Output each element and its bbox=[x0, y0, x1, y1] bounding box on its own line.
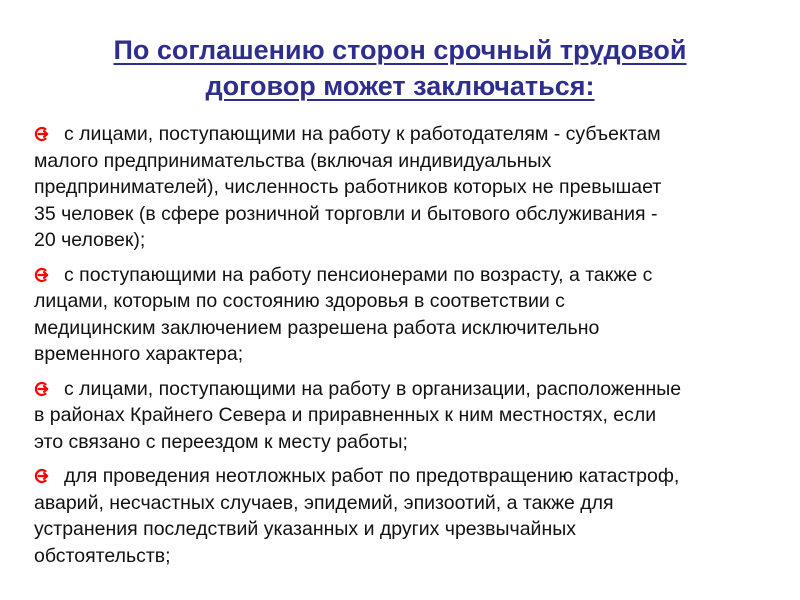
bullet-text-line: для проведения неотложных работ по предотвращению катастроф, bbox=[64, 465, 680, 487]
bullet-text-line: медицинским заключением разрешена работа исключительно bbox=[34, 316, 600, 339]
bullet-text-line: лицами, которым по состоянию здоровья в соответствии с bbox=[34, 290, 565, 312]
bullet-item bbox=[34, 376, 774, 456]
bullet-text-line: малого предпринимательства (включая индивидуальных bbox=[34, 149, 552, 172]
bullet-text-line: 35 человек (в сфере розничной торговли и бытового обслуживания - bbox=[34, 202, 658, 225]
bullet-text-line: с поступающими на работу пенсионерами по возрасту, а также с bbox=[64, 263, 653, 286]
bullet-text-line: 20 человек); bbox=[34, 229, 146, 251]
bullet-text-line: предпринимателей), численность работников которых не превышает bbox=[34, 176, 662, 198]
bullet-text-line: в районах Крайнего Севера и приравненных к ним местностях, если bbox=[34, 404, 657, 426]
slide-title-line: По соглашению сторон срочный трудовой bbox=[113, 35, 687, 65]
bullet-item bbox=[34, 121, 774, 254]
bullet-text-line: с лицами, поступающими на работу в организации, расположенные bbox=[64, 377, 682, 400]
bullet-text-line: аварий, несчастных случаев, эпидемий, эпизоотий, а также для bbox=[34, 491, 614, 514]
circled-arrow-right-icon bbox=[34, 267, 50, 283]
bullet-text-line: обстоятельств; bbox=[34, 544, 171, 567]
bullet-text-line: устранения последствий указанных и других чрезвычайных bbox=[34, 518, 576, 540]
slide-title bbox=[40, 32, 760, 104]
circled-arrow-right-icon bbox=[34, 468, 50, 484]
bullet-text-line: временного характера; bbox=[34, 343, 244, 365]
bullet-list bbox=[34, 121, 774, 577]
bullet-item bbox=[34, 262, 774, 368]
circled-arrow-right-icon bbox=[34, 381, 50, 397]
circled-arrow-right-icon bbox=[34, 126, 50, 142]
bullet-item bbox=[34, 463, 774, 569]
bullet-text-line: с лицами, поступающими на работу к работодателям - субъектам bbox=[64, 123, 661, 145]
bullet-text-line: это связано с переездом к месту работы; bbox=[34, 430, 408, 453]
slide-title-line: договор может заключаться: bbox=[205, 71, 595, 101]
